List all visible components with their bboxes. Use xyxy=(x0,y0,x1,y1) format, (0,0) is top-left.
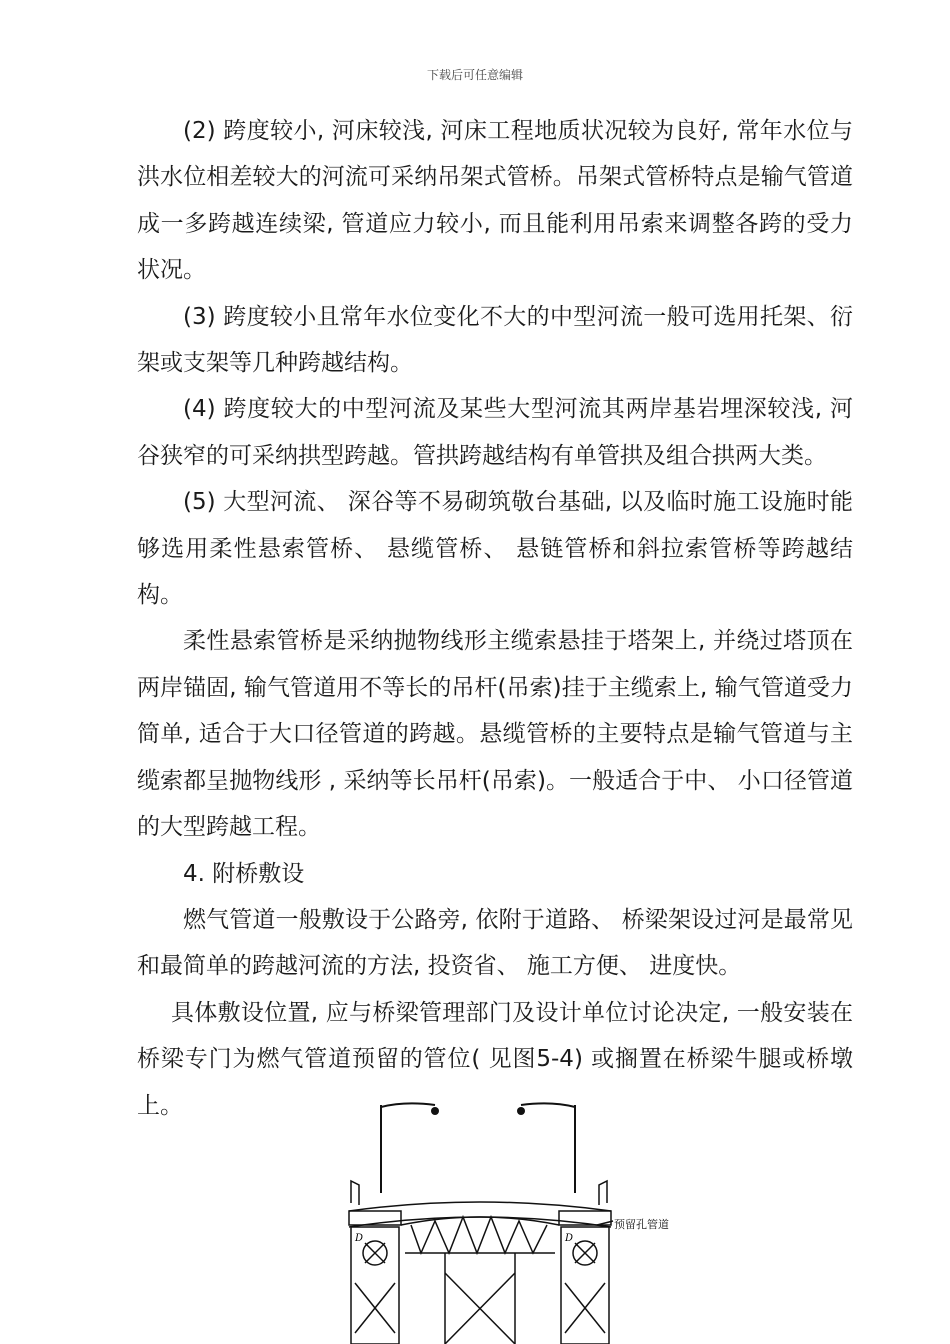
paragraph-4: (4) 跨度较大的中型河流及某些大型河流其两岸基岩埋深较浅, 河谷狭窄的可采纳拱型跨越。管拱跨越结构有单管拱及组合拱两大类。 xyxy=(137,396,853,469)
pipe-marker-left: D xyxy=(355,1233,364,1244)
paragraph-2: (2) 跨度较小, 河床较浅, 河床工程地质状况较为良好, 常年水位与洪水位相差较大的河流可采纳吊架式管桥。吊架式管桥特点是输气管道成一多跨越连续梁, 管道应力较小, 而且能利用吊索来调整各跨的受力状况。 xyxy=(137,118,853,284)
parapet-left xyxy=(351,1181,359,1205)
paragraph-installation: 具体敷设位置, 应与桥梁管理部门及设计单位讨论决定, 一般安装在桥梁专门为燃气管道预留的管位( 见图5-4) 或搁置在桥梁牛腿或桥墩上。 xyxy=(137,999,853,1119)
paragraph-suspension: 柔性悬索管桥是采纳抛物线形主缆索悬挂于塔架上, 并绕过塔顶在两岸锚固, 输气管道用不等长的吊杆(吊索)挂于主缆索上, 输气管道受力简单, 适合于大口径管道的跨越。悬缆管桥的主要特点是输气管道与主缆索都呈抛物线形 , 采纳等长吊杆(吊索)。一般适合于中、 小口径管道的大型跨越工程。 xyxy=(137,628,853,841)
document-body xyxy=(137,108,853,1129)
page-header: 下载后可任意编辑 xyxy=(426,68,523,82)
figure-label: 预留孔管道 xyxy=(614,1218,669,1231)
paragraph-bridge: 燃气管道一般敷设于公路旁, 依附于道路、 桥梁架设过河是最常见和最简单的跨越河流的方法, 投资省、 施工方便、 进度快。 xyxy=(137,906,853,980)
lamp-right-icon xyxy=(517,1107,525,1115)
lamp-arm-left xyxy=(381,1103,435,1107)
parapet-right xyxy=(599,1181,607,1205)
pipe-marker-right: D xyxy=(565,1233,574,1244)
deck-top xyxy=(349,1202,611,1211)
lamp-arm-right xyxy=(521,1103,575,1107)
pier-right xyxy=(561,1227,609,1344)
paragraph-3: (3) 跨度较小且常年水位变化不大的中型河流一般可选用托架、衍架或支架等几种跨越结构。 xyxy=(137,303,853,377)
section-heading: 4. 附桥敷设 xyxy=(183,860,305,887)
pier-left xyxy=(351,1227,399,1344)
lamp-left-icon xyxy=(431,1107,439,1115)
truss-web xyxy=(411,1217,547,1253)
paragraph-5: (5) 大型河流、 深谷等不易砌筑敬台基础, 以及临时施工设施时能够选用柔性悬索管桥、 悬缆管桥、 悬链管桥和斜拉索管桥等跨越结构。 xyxy=(137,489,853,609)
